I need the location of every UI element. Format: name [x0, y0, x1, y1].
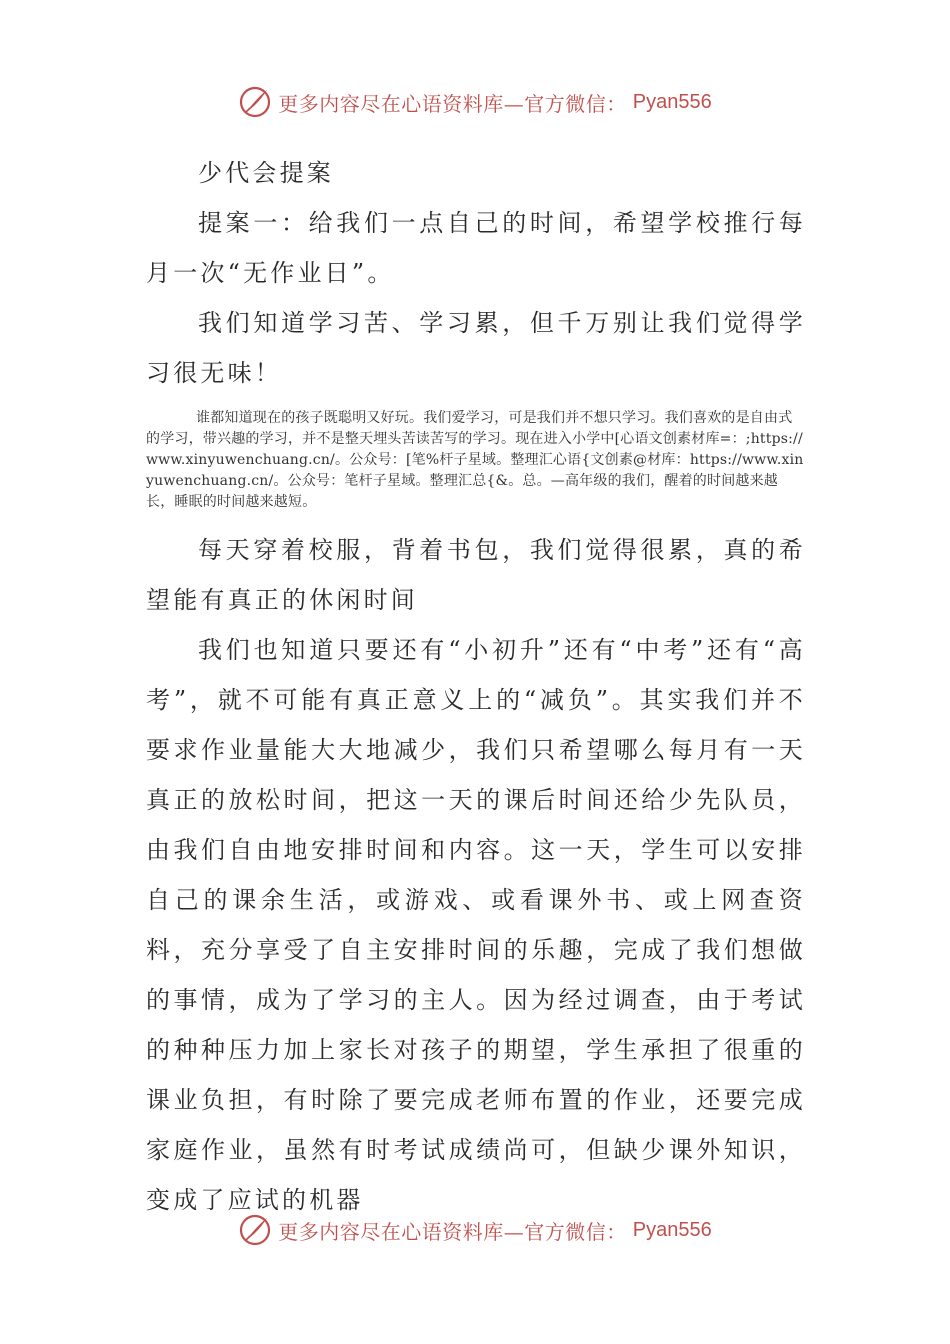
watermark-text: 更多内容尽在心语资料库—官方微信： — [278, 1219, 627, 1244]
paragraph-1: 我们知道学习苦、学习累，但千万别让我们觉得学习很无味！ — [146, 309, 806, 387]
watermark-brand: Pyan556 — [632, 90, 712, 113]
paragraph-2: 每天穿着校服，背着书包，我们觉得很累，真的希望能有真正的休闲时间 — [146, 536, 806, 614]
header-watermark — [0, 80, 950, 124]
document-title: 少代会提案 — [198, 159, 334, 187]
footer-watermark — [0, 1208, 950, 1252]
paragraph-3: 我们也知道只要还有“小初升”还有“中考”还有“高考”，就不可能有真正意义上的“减负”。其实我们并不要求作业量能大大地减少，我们只希望哪么每月有一天真正的放松时间，把这一天的课后时间还给少先队员，由我们自由地安排时间和内容。这一天，学生可以安排自己的课余生活，或游戏、或看课外书、或上网查资料，充分享受了自主安排时间的乐趣，完成了我们想做的事情，成为了学习的主人。因为经过调查，由于考试的种种压力加上家长对孩子的期望，学生承担了很重的课业负担，有时除了要完成老师布置的作业，还要完成家庭作业，虽然有时考试成绩尚可，但缺少课外知识，变成了应试的机器 — [146, 636, 806, 1214]
quill-pen-logo-icon — [238, 1213, 272, 1247]
watermark-brand: Pyan556 — [632, 1218, 712, 1241]
quill-pen-logo-icon — [238, 85, 272, 119]
document-body — [146, 148, 806, 1225]
watermark-text: 更多内容尽在心语资料库—官方微信： — [278, 91, 627, 116]
proposal-heading: 提案一：给我们一点自己的时间，希望学校推行每月一次“无作业日”。 — [146, 209, 806, 287]
small-paragraph: 谁都知道现在的孩子既聪明又好玩。我们爱学习，可是我们并不想只学习。我们喜欢的是自由式的学习，带兴趣的学习，并不是整天埋头苦读苦写的学习。现在进入小学中[心语文创素材库=：;https://www.xinyuwenchuang.cn/。公众号：[笔%杆子星域。整理汇心语{文创素@材库：https://www.xinyuwenchuang.cn/。公众号：笔杆子星域。整理汇总{&。总。—高年级的我们，醒着的时间越来越长，睡眠的时间越来越短。 — [146, 410, 804, 510]
